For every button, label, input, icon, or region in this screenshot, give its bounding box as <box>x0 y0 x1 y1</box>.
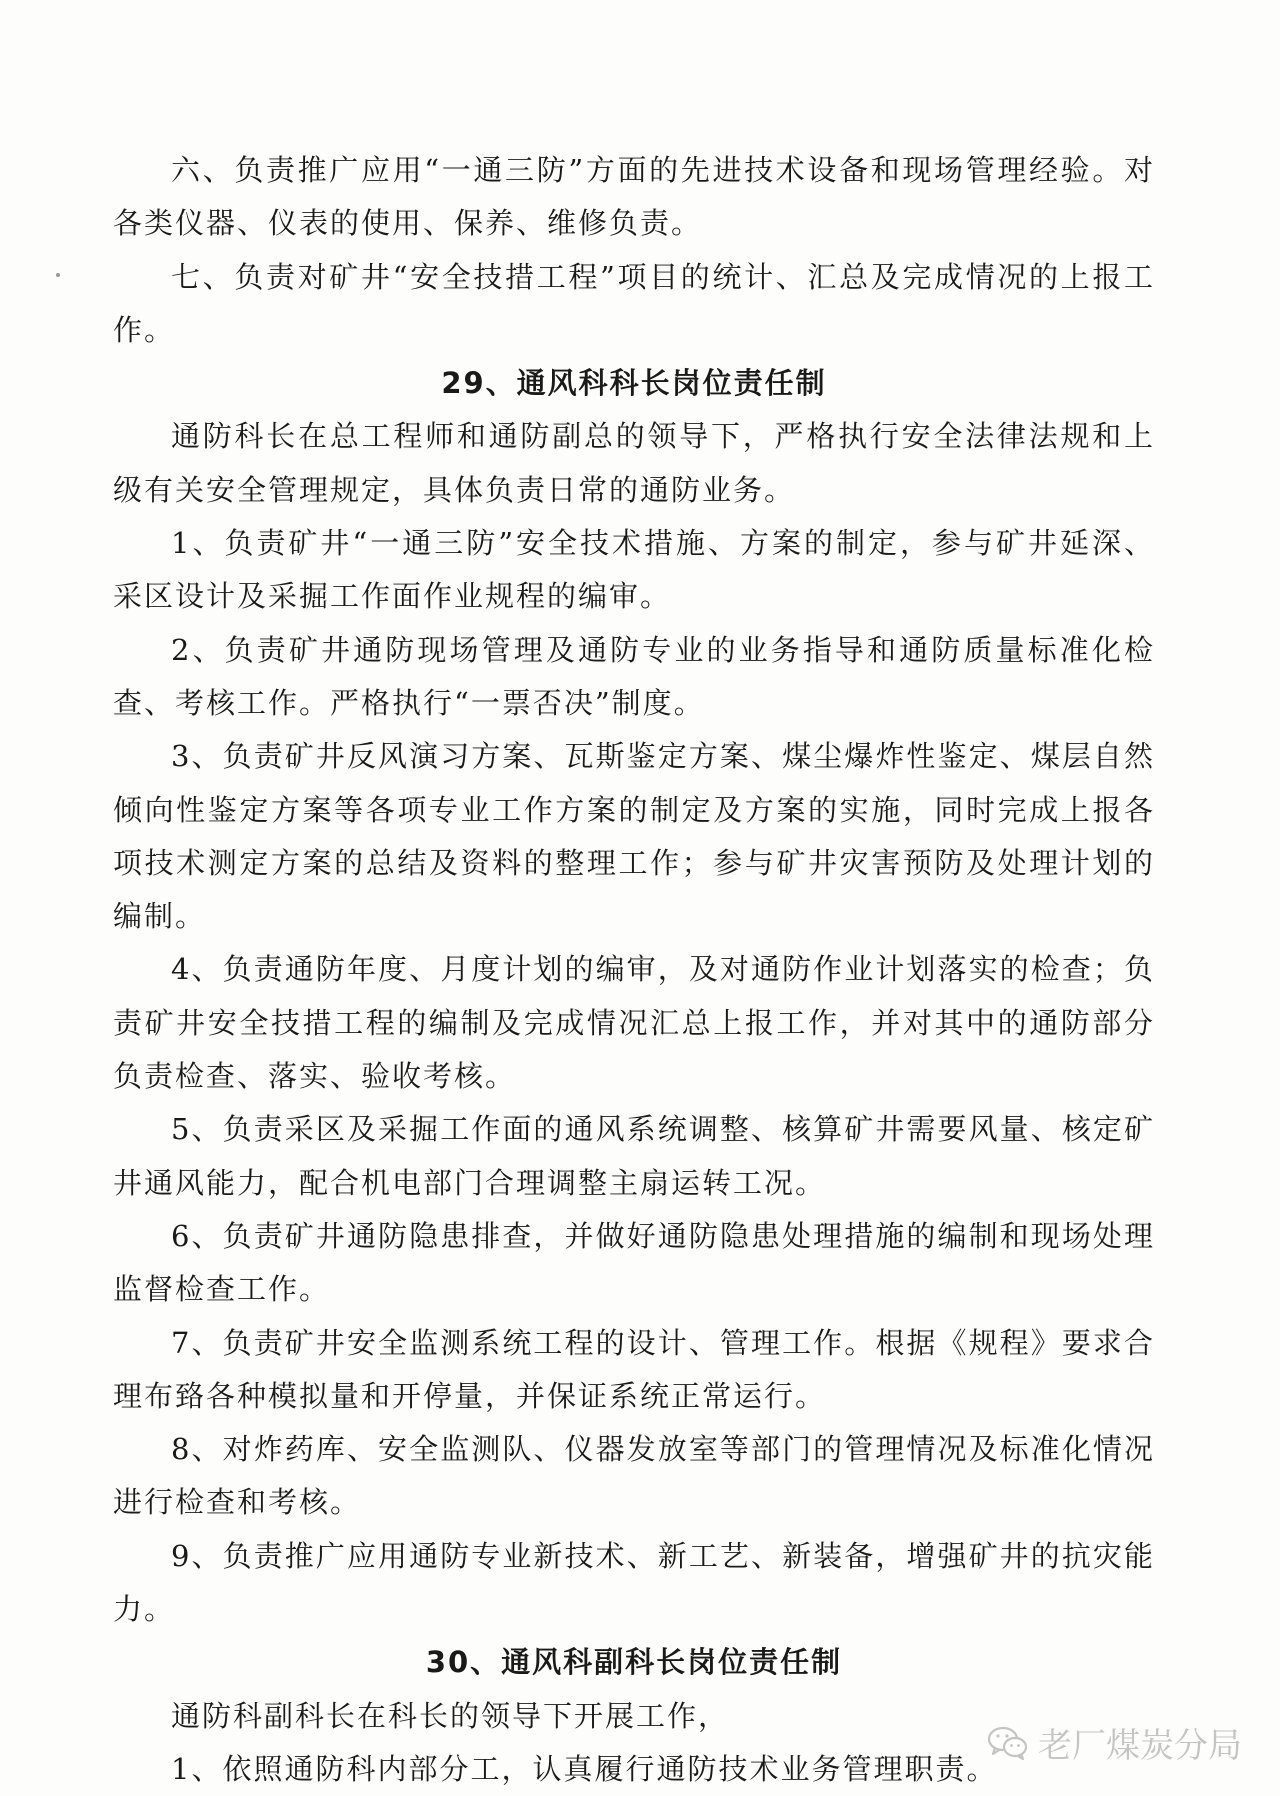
section-29-item-8: 8、对炸药库、安全监测队、仪器发放室等部门的管理情况及标准化情况进行检查和考核。 <box>113 1432 1155 1520</box>
section-heading-29: 29、通风科科长岗位责任制 <box>441 366 827 401</box>
watermark <box>986 1718 1242 1767</box>
section-heading-30: 30、通风科副科长岗位责任制 <box>425 1645 843 1680</box>
section-29-item-4: 4、负责通防年度、月度计划的编审，及对通防作业计划落实的检查；负责矿井安全技措工程的编制及完成情况汇总上报工作，并对其中的通防部分负责检查、落实、验收考核。 <box>113 952 1155 1094</box>
section-29-intro: 通防科长在总工程师和通防副总的领导下，严格执行安全法律法规和上级有关安全管理规定，具体负责日常的通防业务。 <box>113 419 1155 507</box>
section-29-item-5: 5、负责采区及采掘工作面的通风系统调整、核算矿井需要风量、核定矿井通风能力，配合机电部门合理调整主扇运转工况。 <box>113 1112 1155 1200</box>
section-29-item-9: 9、负责推广应用通防专业新技术、新工艺、新装备，增强矿井的抗灾能力。 <box>113 1538 1155 1627</box>
paragraph-6: 六、负责推广应用“一通三防”方面的先进技术设备和现场管理经验。对各类仪器、仪表的使用、保养、维修负责。 <box>113 153 1155 241</box>
section-29-item-2: 2、负责矿井通防现场管理及通防专业的业务指导和通防质量标准化检查、考核工作。严格执行“一票否决”制度。 <box>113 632 1155 720</box>
watermark-text: 老厂煤炭分局 <box>1038 1726 1242 1766</box>
section-29-item-7: 7、负责矿井安全监测系统工程的设计、管理工作。根据《规程》要求合理布臵各种模拟量和开停量，并保证系统正常运行。 <box>113 1325 1155 1413</box>
section-29-item-1: 1、负责矿井“一通三防”安全技术措施、方案的制定，参与矿井延深、采区设计及采掘工作面作业规程的编审。 <box>113 526 1155 614</box>
section-30-intro: 通防科副科长在科长的领导下开展工作， <box>171 1698 730 1733</box>
section-29-item-6: 6、负责矿井通防隐患排查，并做好通防隐患处理措施的编制和现场处理监督检查工作。 <box>113 1218 1155 1307</box>
section-30-item-1: 1、依照通防科内部分工，认真履行通防技术业务管理职责。 <box>171 1751 998 1786</box>
paragraph-7: 七、负责对矿井“安全技措工程”项目的统计、汇总及完成情况的上报工作。 <box>113 259 1155 347</box>
wechat-icon <box>986 1724 1030 1762</box>
scan-speck <box>56 273 60 277</box>
document-body <box>113 144 1155 1796</box>
section-29-item-3: 3、负责矿井反风演习方案、瓦斯鉴定方案、煤尘爆炸性鉴定、煤层自然倾向性鉴定方案等各项专业工作方案的制定及方案的实施，同时完成上报各项技术测定方案的总结及资料的整理工作；参与矿井灾害预防及处理计划的编制。 <box>113 739 1155 934</box>
